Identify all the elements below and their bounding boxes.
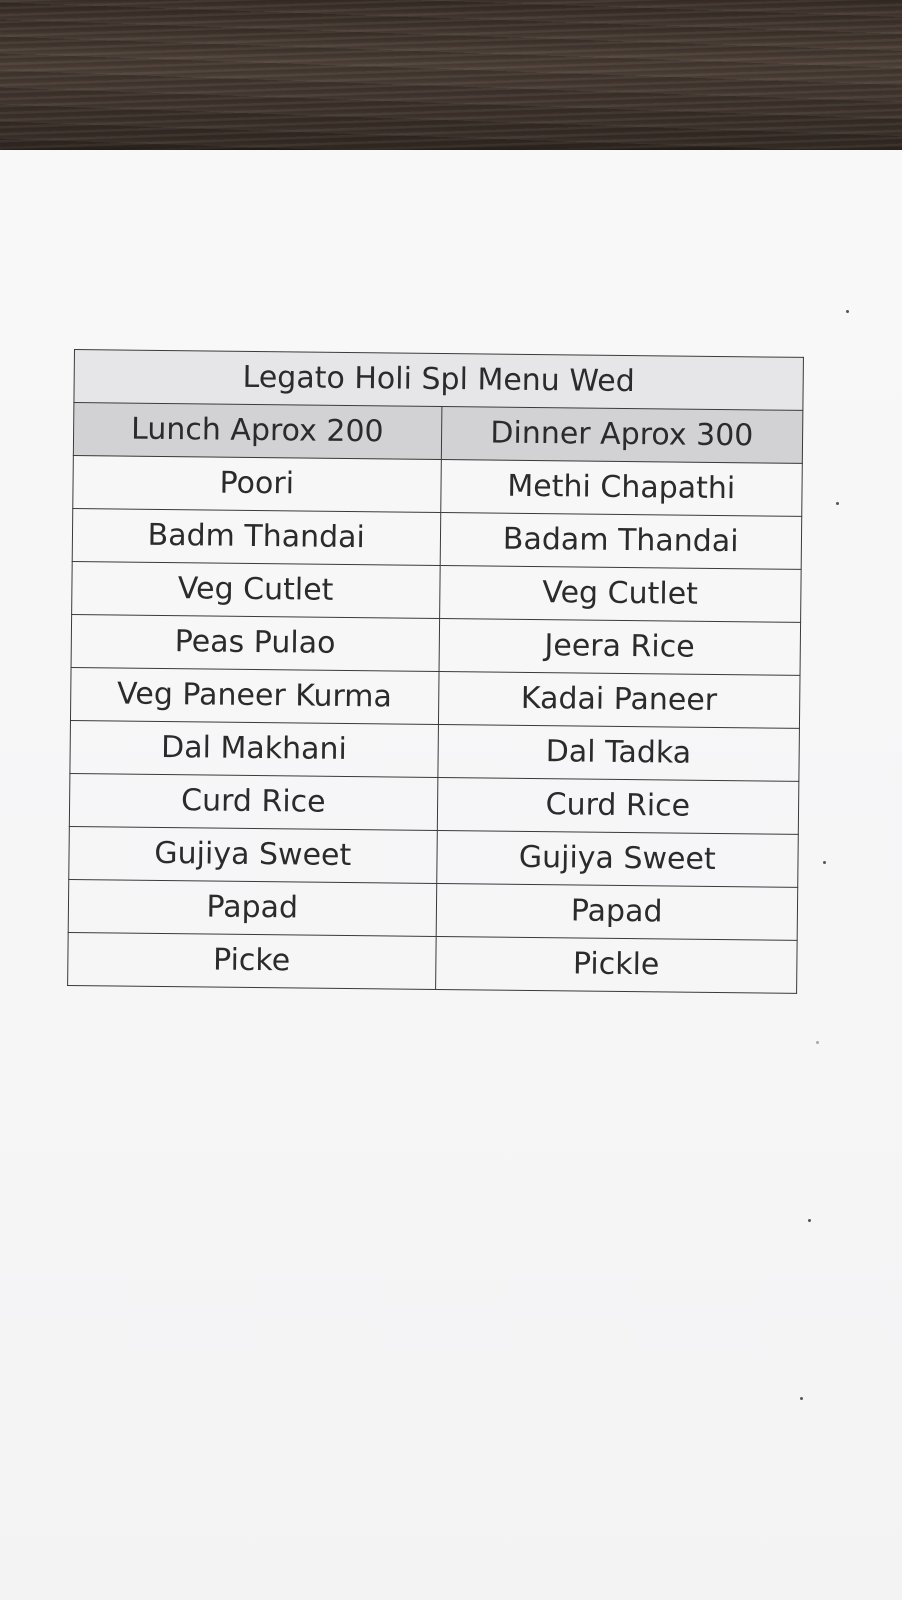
column-header-lunch: Lunch Aprox 200 — [73, 403, 441, 460]
paper-speck — [846, 310, 849, 313]
menu-row — [70, 667, 800, 728]
menu-row — [69, 826, 799, 887]
menu-row — [69, 773, 799, 834]
lunch-item: Dal Makhani — [70, 720, 438, 777]
paper-speck — [836, 502, 839, 505]
paper-speck — [800, 1397, 803, 1400]
menu-row — [71, 614, 801, 675]
lunch-item: Gujiya Sweet — [69, 826, 437, 883]
dinner-item: Badam Thandai — [440, 512, 802, 569]
lunch-item: Picke — [68, 932, 436, 989]
menu-title-row — [74, 350, 804, 411]
menu-row — [72, 508, 802, 569]
dinner-item: Gujiya Sweet — [436, 830, 798, 887]
menu-table — [67, 349, 804, 994]
dinner-item: Jeera Rice — [439, 618, 801, 675]
dinner-item: Veg Cutlet — [439, 565, 801, 622]
lunch-item: Papad — [68, 879, 436, 936]
lunch-item: Veg Cutlet — [72, 561, 440, 618]
column-header-dinner: Dinner Aprox 300 — [441, 406, 803, 463]
menu-row — [72, 561, 802, 622]
dinner-item: Kadai Paneer — [438, 671, 800, 728]
dinner-item: Curd Rice — [437, 777, 799, 834]
menu-row — [68, 932, 798, 993]
menu-row — [68, 879, 798, 940]
wooden-table-background — [0, 0, 902, 160]
menu-row — [70, 720, 800, 781]
dinner-item: Methi Chapathi — [440, 459, 802, 516]
lunch-item: Curd Rice — [69, 773, 437, 830]
paper-speck — [823, 861, 826, 864]
menu-header-row — [73, 403, 803, 464]
menu-row — [73, 455, 803, 516]
dinner-item: Pickle — [435, 936, 797, 993]
lunch-item: Poori — [73, 455, 441, 512]
menu-title: Legato Holi Spl Menu Wed — [74, 350, 804, 411]
paper-speck — [816, 1041, 819, 1044]
lunch-item: Peas Pulao — [71, 614, 439, 671]
paper-speck — [808, 1219, 811, 1222]
lunch-item: Badm Thandai — [72, 508, 440, 565]
lunch-item: Veg Paneer Kurma — [70, 667, 438, 724]
dinner-item: Papad — [436, 883, 798, 940]
dinner-item: Dal Tadka — [437, 724, 799, 781]
